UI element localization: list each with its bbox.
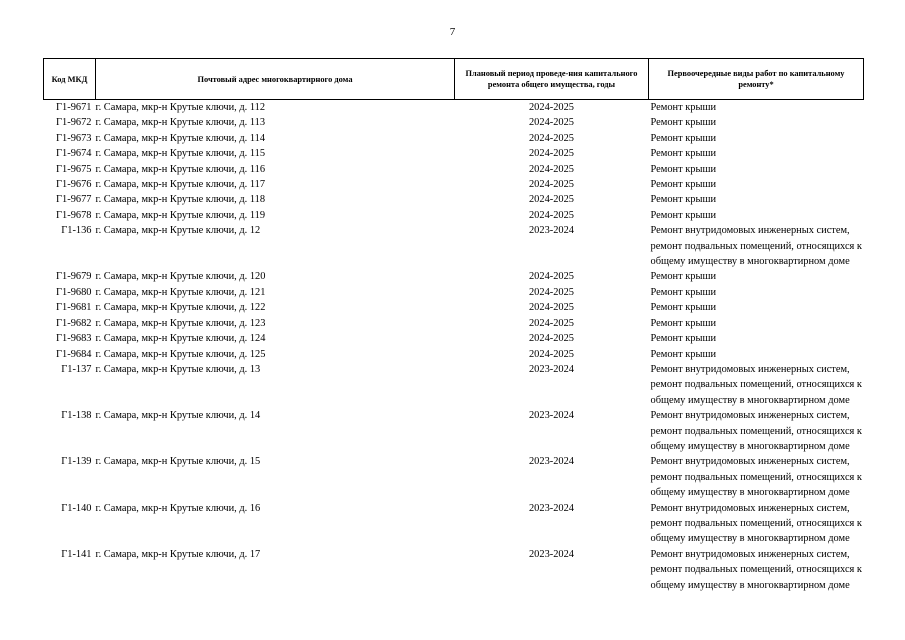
cell-works <box>649 192 864 207</box>
cell-period: 2024-2025 <box>528 132 575 144</box>
cell-period: 2023-2024 <box>528 502 575 514</box>
cell-code: Г1-9672 <box>56 117 92 129</box>
cell-address: г. Самара, мкр-н Крутые ключи, д. 119 <box>95 209 266 221</box>
works-line: ремонт подвальных помещений, относящихся к <box>650 379 862 391</box>
works-line: Ремонт крыши <box>650 179 717 191</box>
cell-address: г. Самара, мкр-н Крутые ключи, д. 125 <box>95 348 266 360</box>
cell-works <box>649 162 864 177</box>
cell-works <box>649 454 864 500</box>
table-row <box>44 362 864 408</box>
cell-period: 2024-2025 <box>528 271 575 283</box>
cell-address: г. Самара, мкр-н Крутые ключи, д. 122 <box>95 302 266 314</box>
table-body <box>44 100 864 594</box>
works-line: Ремонт внутридомовых инженерных систем, <box>650 225 850 237</box>
table-row <box>44 223 864 269</box>
cell-address: г. Самара, мкр-н Крутые ключи, д. 113 <box>95 117 266 129</box>
works-line: Ремонт крыши <box>650 194 717 206</box>
header-address: Почтовый адрес многоквартирного дома <box>96 59 455 100</box>
works-line: общему имуществу в многоквартирном доме <box>650 487 850 499</box>
works-line: Ремонт внутридомовых инженерных систем, <box>650 410 850 422</box>
cell-works <box>649 177 864 192</box>
cell-period: 2024-2025 <box>528 163 575 175</box>
cell-period: 2023-2024 <box>528 225 575 237</box>
table-row <box>44 100 864 116</box>
works-line: общему имуществу в многоквартирном доме <box>650 579 850 591</box>
cell-address: г. Самара, мкр-н Крутые ключи, д. 114 <box>95 132 266 144</box>
works-line: Ремонт крыши <box>650 271 717 283</box>
table-row <box>44 547 864 593</box>
cell-address: г. Самара, мкр-н Крутые ключи, д. 120 <box>95 271 266 283</box>
cell-address: г. Самара, мкр-н Крутые ключи, д. 17 <box>95 548 261 560</box>
cell-code: Г1-9675 <box>56 163 92 175</box>
capital-repair-table <box>43 58 864 593</box>
table-row <box>44 131 864 146</box>
cell-period: 2024-2025 <box>528 348 575 360</box>
cell-period: 2024-2025 <box>528 194 575 206</box>
cell-works <box>649 331 864 346</box>
header-period: Плановый период проведе-ния капитального ремонта общего имущества, годы <box>455 59 649 100</box>
works-line: общему имуществу в многоквартирном доме <box>650 256 850 268</box>
cell-works <box>649 269 864 284</box>
table-row <box>44 208 864 223</box>
table-row <box>44 300 864 315</box>
cell-works <box>649 316 864 331</box>
cell-code: Г1-9679 <box>56 271 92 283</box>
works-line: Ремонт крыши <box>650 163 717 175</box>
cell-code: Г1-9684 <box>56 348 92 360</box>
cell-period: 2023-2024 <box>528 410 575 422</box>
works-line: Ремонт крыши <box>650 209 717 221</box>
cell-period: 2024-2025 <box>528 117 575 129</box>
works-line: общему имуществу в многоквартирном доме <box>650 440 850 452</box>
cell-address: г. Самара, мкр-н Крутые ключи, д. 15 <box>95 456 261 468</box>
cell-code: Г1-137 <box>61 363 92 375</box>
cell-period: 2024-2025 <box>528 317 575 329</box>
header-code: Код МКД <box>44 59 96 100</box>
works-line: Ремонт крыши <box>650 333 717 345</box>
works-line: Ремонт внутридомовых инженерных систем, <box>650 456 850 468</box>
works-line: ремонт подвальных помещений, относящихся к <box>650 240 862 252</box>
cell-period: 2024-2025 <box>528 302 575 314</box>
cell-code: Г1-9674 <box>56 148 92 160</box>
cell-code: Г1-9677 <box>56 194 92 206</box>
works-line: общему имуществу в многоквартирном доме <box>650 533 850 545</box>
table-row <box>44 269 864 284</box>
cell-works <box>649 115 864 130</box>
cell-address: г. Самара, мкр-н Крутые ключи, д. 124 <box>95 333 266 345</box>
cell-works <box>649 131 864 146</box>
table-row <box>44 501 864 547</box>
cell-address: г. Самара, мкр-н Крутые ключи, д. 117 <box>95 179 266 191</box>
cell-code: Г1-9682 <box>56 317 92 329</box>
cell-works <box>649 347 864 362</box>
table-row <box>44 162 864 177</box>
cell-period: 2024-2025 <box>528 286 575 298</box>
table-row <box>44 192 864 207</box>
cell-code: Г1-9671 <box>56 102 92 113</box>
works-line: Ремонт крыши <box>650 117 717 129</box>
cell-code: Г1-138 <box>61 410 92 422</box>
cell-works <box>649 285 864 300</box>
cell-code: Г1-9680 <box>56 286 92 298</box>
works-line: Ремонт крыши <box>650 102 717 113</box>
cell-period: 2023-2024 <box>528 456 575 468</box>
cell-works <box>649 146 864 161</box>
works-line: ремонт подвальных помещений, относящихся к <box>650 517 862 529</box>
table-row <box>44 454 864 500</box>
table-row <box>44 408 864 454</box>
cell-works <box>649 223 864 269</box>
cell-code: Г1-9681 <box>56 302 92 314</box>
cell-works <box>649 501 864 547</box>
cell-address: г. Самара, мкр-н Крутые ключи, д. 115 <box>95 148 266 160</box>
cell-period: 2024-2025 <box>528 179 575 191</box>
works-line: ремонт подвальных помещений, относящихся к <box>650 564 862 576</box>
cell-code: Г1-9683 <box>56 333 92 345</box>
cell-works <box>649 547 864 593</box>
cell-period: 2024-2025 <box>528 102 575 113</box>
cell-period: 2024-2025 <box>528 148 575 160</box>
works-line: Ремонт крыши <box>650 317 717 329</box>
header-works: Первоочередные виды работ по капитальному ремонту* <box>649 59 864 100</box>
cell-code: Г1-141 <box>61 548 92 560</box>
works-line: общему имуществу в многоквартирном доме <box>650 394 850 406</box>
table-row <box>44 316 864 331</box>
cell-code: Г1-9678 <box>56 209 92 221</box>
cell-works <box>649 408 864 454</box>
cell-code: Г1-9676 <box>56 179 92 191</box>
works-line: Ремонт внутридомовых инженерных систем, <box>650 502 850 514</box>
cell-address: г. Самара, мкр-н Крутые ключи, д. 12 <box>95 225 261 237</box>
table-row <box>44 331 864 346</box>
works-line: Ремонт крыши <box>650 302 717 314</box>
cell-works <box>649 300 864 315</box>
cell-works <box>649 100 864 116</box>
cell-period: 2023-2024 <box>528 548 575 560</box>
works-line: Ремонт крыши <box>650 286 717 298</box>
cell-address: г. Самара, мкр-н Крутые ключи, д. 118 <box>95 194 266 206</box>
cell-code: Г1-139 <box>61 456 92 468</box>
table-row <box>44 115 864 130</box>
cell-code: Г1-140 <box>61 502 92 514</box>
cell-period: 2024-2025 <box>528 333 575 345</box>
table-row <box>44 347 864 362</box>
table-row <box>44 177 864 192</box>
cell-works <box>649 362 864 408</box>
works-line: Ремонт внутридомовых инженерных систем, <box>650 363 850 375</box>
cell-address: г. Самара, мкр-н Крутые ключи, д. 123 <box>95 317 266 329</box>
table-header <box>44 59 864 100</box>
cell-address: г. Самара, мкр-н Крутые ключи, д. 16 <box>95 502 261 514</box>
page-number: 7 <box>449 26 456 38</box>
cell-works <box>649 208 864 223</box>
table-row <box>44 285 864 300</box>
cell-address: г. Самара, мкр-н Крутые ключи, д. 112 <box>95 102 266 113</box>
cell-code: Г1-9673 <box>56 132 92 144</box>
cell-address: г. Самара, мкр-н Крутые ключи, д. 14 <box>95 410 261 422</box>
cell-period: 2023-2024 <box>528 363 575 375</box>
cell-address: г. Самара, мкр-н Крутые ключи, д. 13 <box>95 363 261 375</box>
works-line: ремонт подвальных помещений, относящихся к <box>650 471 862 483</box>
works-line: Ремонт крыши <box>650 132 717 144</box>
works-line: Ремонт внутридомовых инженерных систем, <box>650 548 850 560</box>
works-line: Ремонт крыши <box>650 148 717 160</box>
cell-address: г. Самара, мкр-н Крутые ключи, д. 121 <box>95 286 266 298</box>
table-row <box>44 146 864 161</box>
cell-address: г. Самара, мкр-н Крутые ключи, д. 116 <box>95 163 266 175</box>
cell-period: 2024-2025 <box>528 209 575 221</box>
works-line: ремонт подвальных помещений, относящихся к <box>650 425 862 437</box>
works-line: Ремонт крыши <box>650 348 717 360</box>
cell-code: Г1-136 <box>61 225 92 237</box>
